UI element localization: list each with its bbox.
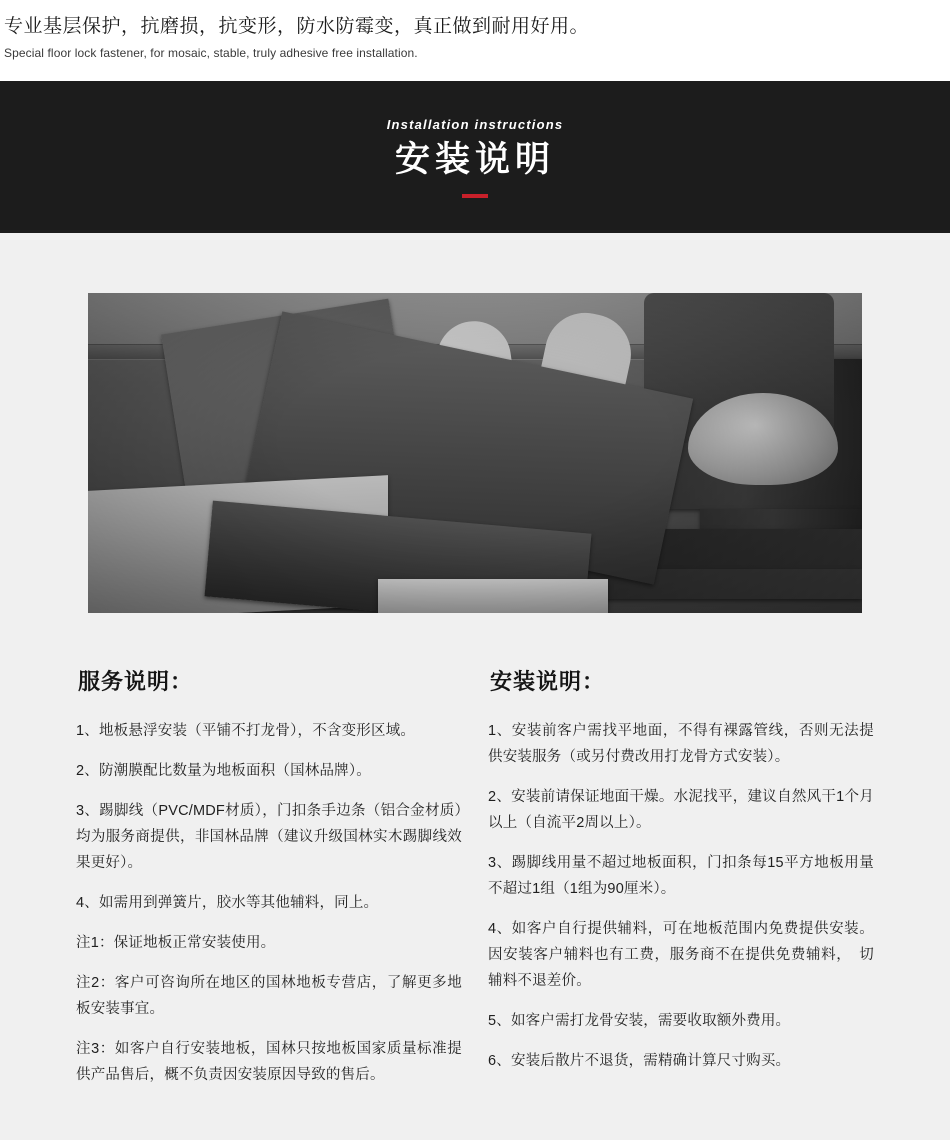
- installation-note-item: 2、安装前请保证地面干燥。水泥找平，建议自然风干1个月以上（自流平2周以上）。: [488, 789, 874, 831]
- service-note-item: 1、地板悬浮安装（平铺不打龙骨），不含变形区域。: [76, 723, 416, 739]
- service-note-item: 注1：保证地板正常安装使用。: [76, 935, 276, 951]
- headline-chinese: 专业基层保护，抗磨损，抗变形，防水防霉变，真正做到耐用好用。: [4, 16, 590, 37]
- headline-english: Special floor lock fastener, for mosaic, stable, truly adhesive free installation.: [4, 46, 418, 60]
- installation-note-item: 5、如客户需打龙骨安装，需要收取额外费用。: [488, 1013, 791, 1029]
- installation-notes-title: 安装说明：: [490, 669, 606, 694]
- installation-note-item: 1、安装前客户需找平地面，不得有裸露管线，否则无法提供安装服务（或另付费改用打龙骨方式安装）。: [488, 723, 874, 765]
- installation-note-item: 4、如客户自行提供辅料，可在地板范围内免费提供安装。因安装客户辅料也有工费，服务商不在提供免费辅料， 切辅料不退差价。: [488, 921, 874, 989]
- service-note-item: 注3：如客户自行安装地板，国林只按地板国家质量标准提供产品售后，概不负责因安装原因导致的售后。: [76, 1041, 462, 1083]
- banner-chinese-title: 安装说明: [394, 139, 555, 179]
- installation-note-item: 3、踢脚线用量不超过地板面积，门扣条每15平方地板用量不超过1组（1组为90厘米）。: [488, 855, 874, 897]
- banner-accent-rule: [462, 194, 488, 198]
- banner-content: [0, 81, 950, 233]
- photo-vignette: [88, 293, 862, 613]
- section-banner: [0, 81, 950, 233]
- installation-notes-column: [488, 665, 874, 1102]
- service-notes-column: [76, 665, 462, 1102]
- content-area: [0, 233, 950, 1140]
- headline-block: [0, 0, 950, 73]
- installation-note-item: 6、安装后散片不退货，需精确计算尺寸购买。: [488, 1053, 791, 1069]
- service-note-item: 4、如需用到弹簧片，胶水等其他辅料，同上。: [76, 895, 379, 911]
- service-notes-title: 服务说明：: [78, 669, 194, 694]
- service-note-item: 3、踢脚线（PVC/MDF材质），门扣条手边条（铝合金材质）均为服务商提供，非国林品牌（建议升级国林实木踢脚线效果更好）。: [76, 803, 462, 871]
- photo-wrapper: [0, 233, 950, 613]
- service-note-item: 注2：客户可咨询所在地区的国林地板专营店，了解更多地板安装事宜。: [76, 975, 462, 1017]
- service-note-item: 2、防潮膜配比数量为地板面积（国林品牌）。: [76, 763, 372, 779]
- installation-photo: [88, 293, 862, 613]
- text-columns: [0, 613, 950, 1102]
- banner-english-title: Installation instructions: [386, 116, 564, 132]
